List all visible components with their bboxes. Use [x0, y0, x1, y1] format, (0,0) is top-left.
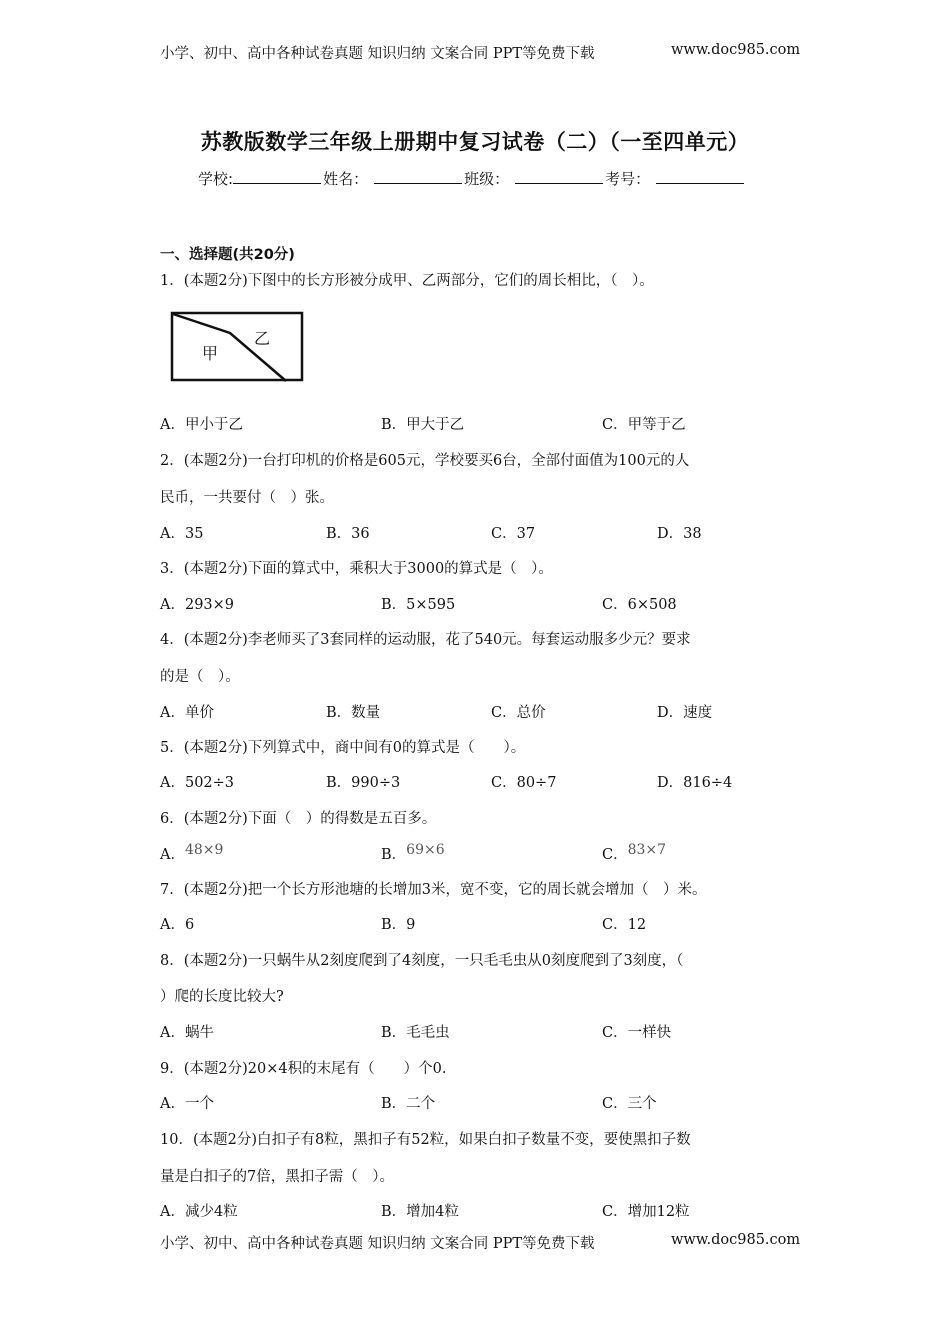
q3-option-b[interactable]: B．5×595 — [381, 597, 456, 613]
q5-option-d[interactable]: D．816÷4 — [657, 775, 733, 791]
footer-link[interactable]: www.doc985.com — [671, 1232, 801, 1248]
q9-option-c[interactable]: C．三个 — [602, 1096, 657, 1112]
q9-option-b[interactable]: B．二个 — [381, 1096, 436, 1112]
q1-option-b[interactable]: B．甲大于乙 — [381, 417, 465, 433]
q6-option-a-label: A． — [160, 847, 185, 863]
question-10-line-2: 量是白扣子的7倍，黑扣子需（ ）。 — [160, 1169, 394, 1185]
q4-option-a[interactable]: A．单价 — [160, 705, 214, 721]
q5-option-c[interactable]: C．80÷7 — [491, 775, 557, 791]
question-3: 3．(本题2分)下面的算式中，乘积大于3000的算式是（ ）。 — [160, 561, 553, 577]
name-label: 姓名： — [323, 170, 369, 188]
number-field[interactable] — [656, 169, 744, 184]
section-heading: 一、选择题(共20分) — [160, 247, 295, 263]
q8-option-b[interactable]: B．毛毛虫 — [381, 1025, 450, 1041]
question-2-line-2: 民币，一共要付（ ）张。 — [160, 490, 334, 506]
q6-option-b-label: B． — [381, 847, 407, 863]
q7-option-c[interactable]: C．12 — [602, 917, 647, 933]
q6-option-b[interactable] — [381, 843, 445, 864]
school-field[interactable] — [233, 169, 321, 184]
q1-option-a[interactable]: A．甲小于乙 — [160, 417, 243, 433]
question-1: 1．(本题2分)下图中的长方形被分成甲、乙两部分，它们的周长相比，（ ）。 — [160, 273, 654, 289]
q5-option-b[interactable]: B．990÷3 — [326, 775, 401, 791]
question-7: 7．(本题2分)把一个长方形池塘的长增加3米，宽不变，它的周长就会增加（ ）米。 — [160, 882, 707, 898]
q2-option-d[interactable]: D．38 — [657, 526, 702, 542]
question-5: 5．(本题2分)下列算式中，商中间有0的算式是（ ）。 — [160, 740, 526, 756]
question-10-line-1: 10．(本题2分)白扣子有8粒，黑扣子有52粒，如果白扣子数量不变，要使黑扣子数 — [160, 1132, 691, 1148]
q6-option-a-expr: 48×9 — [184, 842, 224, 858]
question-8-line-2: ）爬的长度比较大? — [160, 989, 284, 1005]
name-field[interactable] — [374, 169, 462, 184]
question-2-line-1: 2．(本题2分)一台打印机的价格是605元，学校要买6台，全部付面值为100元的人 — [160, 453, 690, 469]
q4-option-c[interactable]: C．总价 — [491, 705, 546, 721]
q6-option-c-expr: 83×7 — [627, 842, 667, 858]
question-4-line-2: 的是（ ）。 — [160, 669, 240, 685]
rectangle-figure — [170, 311, 304, 383]
q6-option-c-label: C． — [602, 847, 628, 863]
q3-option-c[interactable]: C．6×508 — [602, 597, 677, 613]
q2-option-c[interactable]: C．37 — [491, 526, 536, 542]
q2-option-a[interactable]: A．35 — [160, 526, 204, 542]
q4-option-d[interactable]: D．速度 — [657, 705, 713, 721]
q7-option-b[interactable]: B．9 — [381, 917, 416, 933]
figure-label-yi: 乙 — [254, 329, 271, 348]
page-title: 苏教版数学三年级上册期中复习试卷（二）（一至四单元） — [200, 130, 750, 154]
q2-option-b[interactable]: B．36 — [326, 526, 370, 542]
figure-label-jia: 甲 — [202, 344, 219, 363]
q8-option-a[interactable]: A．蜗牛 — [160, 1025, 214, 1041]
q9-option-a[interactable]: A．一个 — [160, 1096, 214, 1112]
school-label: 学校: — [198, 170, 234, 188]
q10-option-c[interactable]: C．增加12粒 — [602, 1204, 690, 1220]
question-6: 6．(本题2分)下面（ ）的得数是五百多。 — [160, 811, 437, 827]
header-text: 小学、初中、高中各种试卷真题 知识归纳 文案合同 PPT等免费下载 — [160, 46, 595, 62]
class-field[interactable] — [515, 169, 603, 184]
q6-option-a[interactable] — [160, 843, 223, 864]
q8-option-c[interactable]: C．一样快 — [602, 1025, 672, 1041]
number-label: 考号： — [605, 170, 651, 188]
q10-option-b[interactable]: B．增加4粒 — [381, 1204, 459, 1220]
question-9: 9．(本题2分)20×4积的末尾有（ ）个0. — [160, 1061, 447, 1077]
q3-option-a[interactable]: A．293×9 — [160, 597, 235, 613]
q5-option-a[interactable]: A．502÷3 — [160, 775, 235, 791]
question-4-line-1: 4．(本题2分)李老师买了3套同样的运动服，花了540元。每套运动服多少元？要求 — [160, 632, 691, 648]
q10-option-a[interactable]: A．减少4粒 — [160, 1204, 238, 1220]
header-link[interactable]: www.doc985.com — [671, 42, 801, 58]
q1-option-c[interactable]: C．甲等于乙 — [602, 417, 686, 433]
q6-option-b-expr: 69×6 — [406, 842, 445, 858]
q6-option-c[interactable] — [602, 843, 666, 864]
question-8-line-1: 8．(本题2分)一只蜗牛从2刻度爬到了4刻度，一只毛毛虫从0刻度爬到了3刻度，（ — [160, 953, 684, 969]
q4-option-b[interactable]: B．数量 — [326, 705, 381, 721]
q7-option-a[interactable]: A．6 — [160, 917, 195, 933]
footer-text: 小学、初中、高中各种试卷真题 知识归纳 文案合同 PPT等免费下载 — [160, 1236, 595, 1252]
class-label: 班级： — [464, 170, 510, 188]
student-info-row — [198, 168, 746, 189]
